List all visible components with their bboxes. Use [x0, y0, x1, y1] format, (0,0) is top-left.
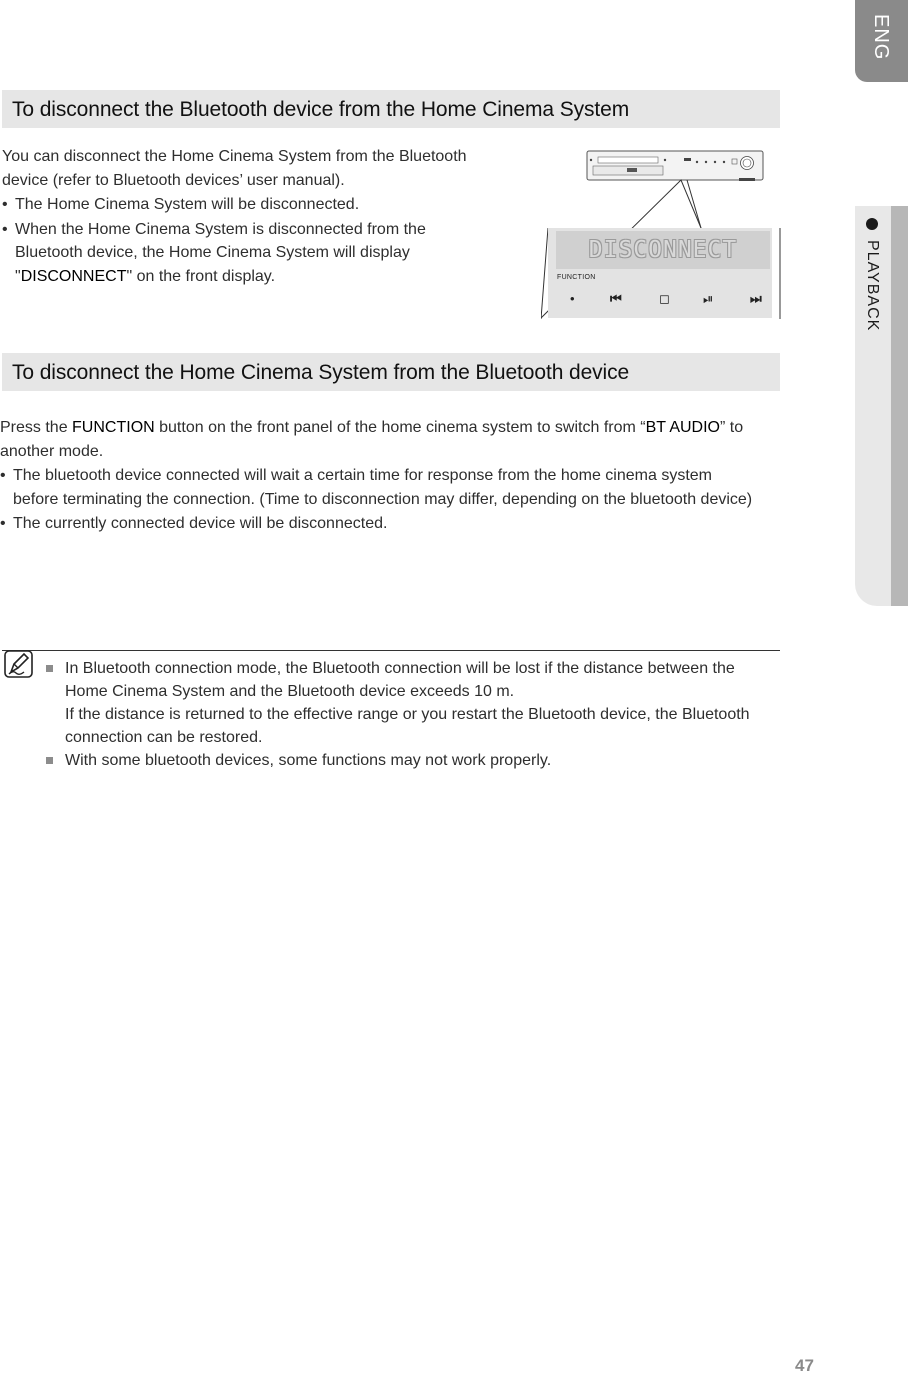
section-1-bullet-1: • The Home Cinema System will be disconnected.	[2, 193, 512, 217]
bt-audio-keyword: BT AUDIO	[645, 419, 720, 436]
function-keyword: FUNCTION	[72, 419, 155, 436]
note-item-1-line-2: If the distance is returned to the effective range or you restart the Bluetooth device, the Bluetooth connection can be restored.	[65, 706, 750, 746]
function-label: FUNCTION	[557, 274, 596, 281]
skip-back-icon: ⏮	[610, 291, 622, 306]
chapter-tab-label: PLAYBACK	[864, 240, 881, 332]
stop-icon: ◻	[659, 291, 670, 306]
note-item-2	[44, 749, 774, 772]
note-item-1	[44, 657, 774, 749]
section-title-1: To disconnect the Bluetooth device from the Home Cinema System	[12, 98, 630, 121]
section-2-body	[0, 416, 782, 536]
note-divider	[2, 650, 780, 651]
section-2-para	[0, 416, 782, 463]
note-item-2-text: With some bluetooth devices, some functions may not work properly.	[65, 752, 552, 769]
language-tab-label: ENG	[870, 14, 892, 61]
page-number: 47	[795, 1356, 814, 1375]
chapter-tab	[855, 206, 908, 606]
note-square-bullet	[46, 757, 53, 764]
bullet-2-text-before: When the Home Cinema System is disconnected from the Bluetooth device, the Home Cinema System will display "	[15, 220, 426, 285]
section-header-2	[2, 353, 780, 391]
section-2-bullet-2: • The currently connected device will be disconnected.	[0, 512, 782, 536]
para-text-1: Press the	[0, 419, 73, 436]
home-cinema-unit-icon	[587, 151, 763, 181]
para-text-2: button on the front panel of the home cinema system to switch from “	[154, 419, 646, 436]
section-1-body	[2, 145, 512, 288]
chapter-tab-stripe	[891, 206, 908, 606]
section-1-bullet-2	[2, 218, 470, 289]
note-item-1-line-1: In Bluetooth connection mode, the Bluetooth connection will be lost if the distance between the Home Cinema System and the Bluetooth device exceeds 10 m.	[65, 660, 735, 700]
note-square-bullet	[46, 665, 53, 672]
note-pencil-icon	[4, 650, 34, 680]
play-pause-icon: ⏯	[703, 291, 714, 306]
function-button-icon: •	[570, 291, 575, 306]
chapter-bullet-icon	[866, 218, 878, 230]
bullet-2-text-after: " on the front display.	[126, 267, 276, 285]
lcd-display: DISCONNECT	[556, 231, 770, 269]
section-2-bullet-1: • The bluetooth device connected will wait a certain time for response from the home cinema system before terminating the connection. (Time to disconnection may differ, depending on the bluetooth device)	[0, 464, 758, 511]
disconnect-keyword: DISCONNECT	[20, 267, 127, 285]
section-header-1	[2, 90, 780, 128]
section-title-2: To disconnect the Home Cinema System from the Bluetooth device	[12, 361, 630, 384]
note-box	[44, 657, 774, 772]
language-tab	[855, 0, 908, 82]
section-1-intro: You can disconnect the Home Cinema System from the Bluetooth device (refer to Bluetooth devices’ user manual).	[2, 148, 467, 189]
para-text-3: ” to another mode.	[0, 419, 744, 460]
skip-forward-icon: ⏭	[750, 291, 762, 306]
